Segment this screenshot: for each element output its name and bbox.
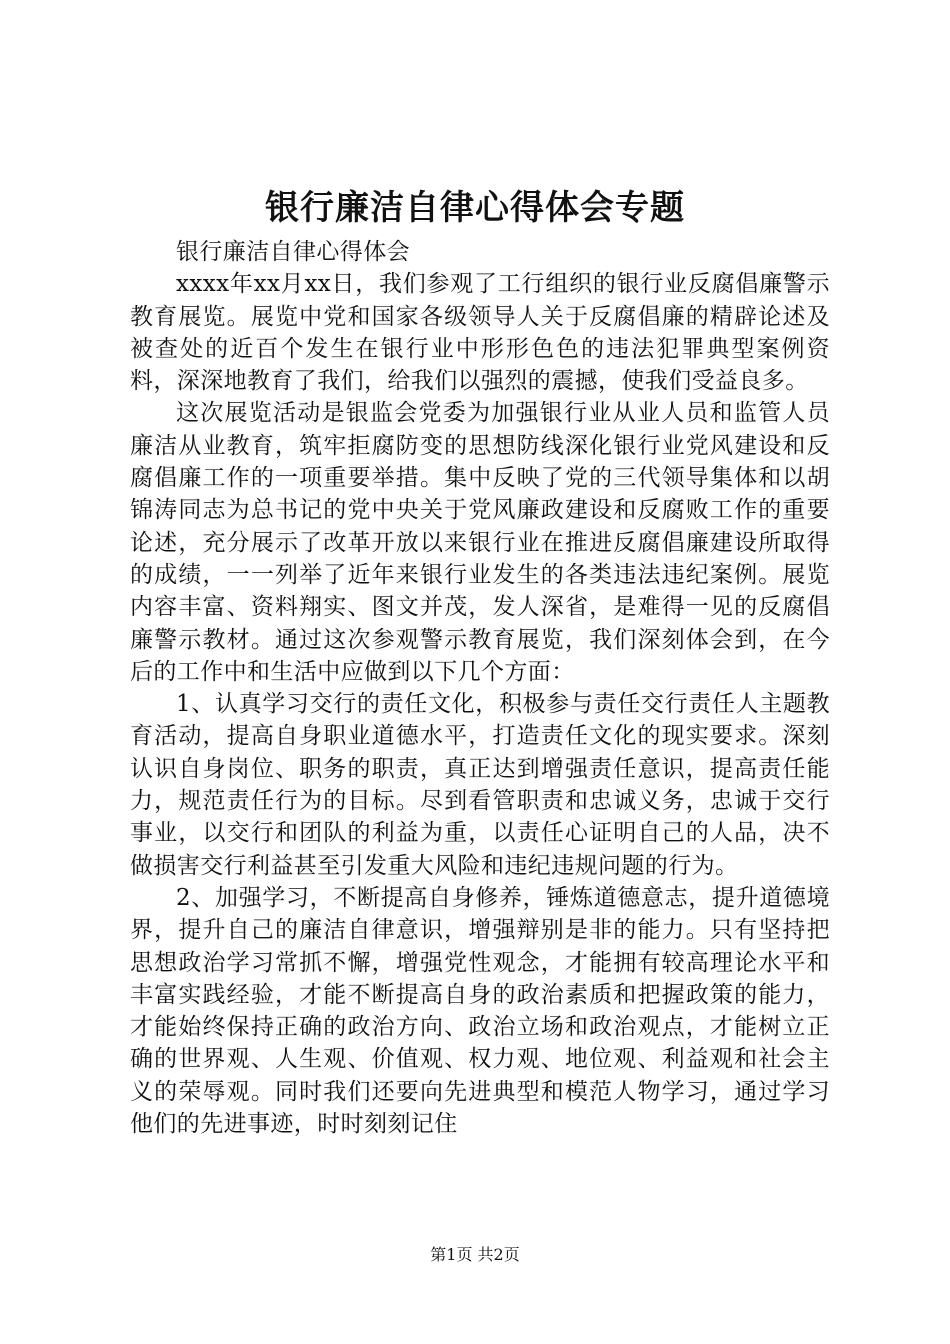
body-paragraph: 这次展览活动是银监会党委为加强银行业从业人员和监管人员廉洁从业教育，筑牢拒腐防变的思想防线深化银行业党风建设和反腐倡廉工作的一项重要举措。集中反映了党的三代领导集体和以胡锦涛同志为总书记的党中央关于党风廉政建设和反腐败工作的重要论述，充分展示了改革开放以来银行业在推进反腐倡廉建设所取得的成绩，一一列举了近年来银行业发生的各类违法违纪案例。展览内容丰富、资料翔实、图文并茂，发人深省，是难得一见的反腐倡廉警示教材。通过这次参观警示教育展览，我们深刻体会到，在今后的工作中和生活中应做到以下几个方面： xyxy=(130,400,830,685)
body-paragraph: xxxx年xx月xx日，我们参观了工行组织的银行业反腐倡廉警示教育展览。展览中党和国家各级领导人关于反腐倡廉的精辟论述及被查处的近百个发生在银行业中形形色色的违法犯罪典型案例资料，深深地教育了我们，给我们以强烈的震撼，使我们受益良多。 xyxy=(130,271,830,395)
page-number: 第1页 共2页 xyxy=(430,1245,520,1264)
body-paragraph: 1、认真学习交行的责任文化，积极参与责任交行责任人主题教育活动，提高自身职业道德水平，打造责任文化的现实要求。深刻认识自身岗位、职务的职责，真正达到增强责任意识，提高责任能力，规范责任行为的目标。尽到看管职责和忠诚义务，忠诚于交行事业，以交行和团队的利益为重，以责任心证明自己的人品，决不做损害交行利益甚至引发重大风险和违纪违规问题的行为。 xyxy=(130,691,830,879)
body-paragraph: 2、加强学习，不断提高自身修养，锤炼道德意志，提升道德境界，提升自己的廉洁自律意识，增强辩别是非的能力。只有坚持把思想政治学习常抓不懈，增强党性观念，才能拥有较高理论水平和丰富实践经验，才能不断提高自身的政治素质和把握政策的能力，才能始终保持正确的政治方向、政治立场和政治观点，才能树立正确的世界观、人生观、价值观、权力观、地位观、利益观和社会主义的荣辱观。同时我们还要向先进典型和模范人物学习，通过学习他们的先进事迹，时时刻刻记住 xyxy=(130,884,830,1138)
document-body xyxy=(130,236,830,1140)
subtitle-paragraph: 银行廉洁自律心得体会 xyxy=(176,239,410,265)
page-title: 银行廉洁自律心得体会专题 xyxy=(265,188,685,228)
